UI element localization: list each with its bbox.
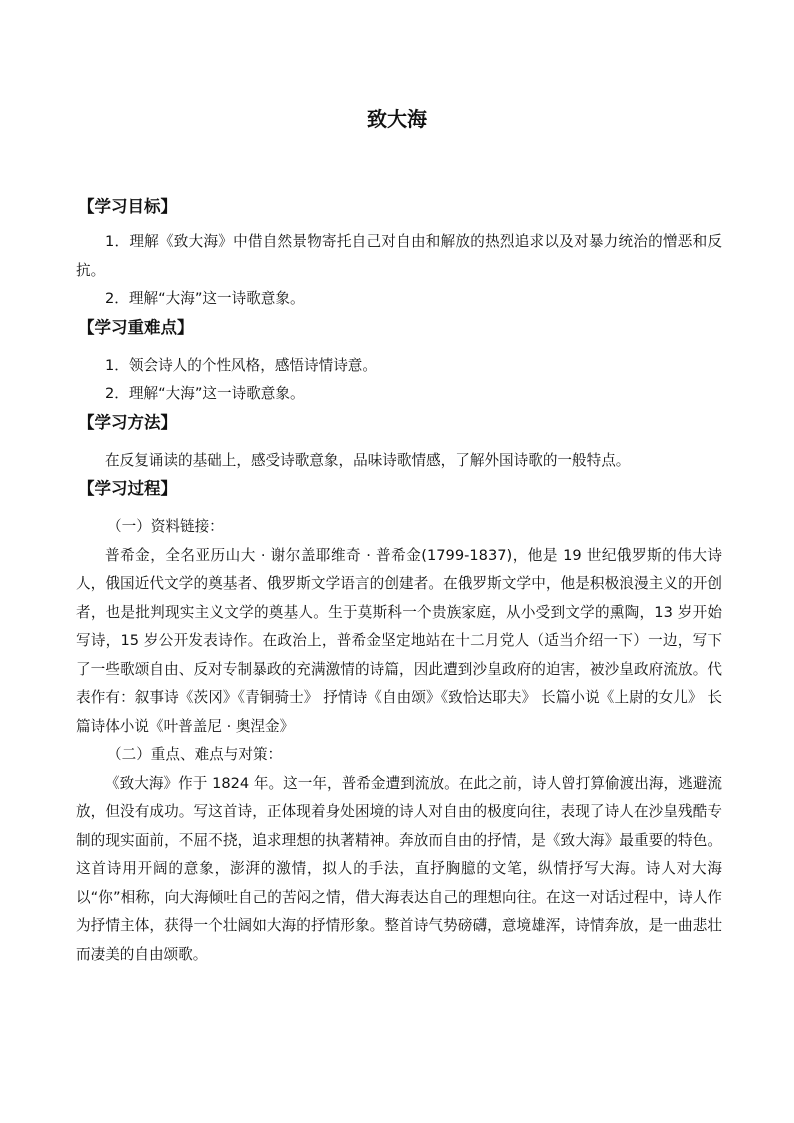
key-point-item-2: 2．理解“大海”这一诗歌意象。	[105, 385, 305, 402]
section-heading-key-points: 【学习重难点】	[78, 317, 194, 337]
goal-item-2: 2．理解“大海”这一诗歌意象。	[105, 290, 305, 307]
document-title: 致大海	[367, 107, 427, 131]
process-part1-label: （一）资料链接：	[107, 518, 224, 535]
section-heading-method: 【学习方法】	[78, 412, 177, 432]
method-text: 在反复诵读的基础上，感受诗歌意象，品味诗歌情感，了解外国诗歌的一般特点。	[105, 451, 631, 469]
process-part2-text: 《致大海》作于 1824 年。这一年，普希金遭到流放。在此之前，诗人曾打算偷渡出海，逃避流放，但没有成功。写这首诗，正体现着身处困境的诗人对自由的极度向往，表现了诗人在沙皇残酷专制的现实面前，不屈不挠，追求理想的执著精神。奔放而自由的抒情，是《致大海》最重要的特色。这首诗用开阔的意象，澎湃的激情，拟人的手法，直抒胸臆的文笔，纵情抒写大海。诗人对大海以“你”相称，向大海倾吐自己的苦闷之情，借大海表达自己的理想向往。在这一对话过程中，诗人作为抒情主体，获得一个壮阔如大海的抒情形象。整首诗气势磅礴，意境雄浑，诗情奔放，是一曲悲壮而凄美的自由颂歌。	[76, 774, 722, 963]
process-part2-label: （二）重点、难点与对策：	[107, 746, 283, 763]
goal-item-1: 1．理解《致大海》中借自然景物寄托自己对自由和解放的热烈追求以及对暴力统治的憎恶和反抗。	[76, 233, 722, 279]
section-heading-process: 【学习过程】	[78, 479, 177, 498]
section-heading-goals: 【学习目标】	[78, 197, 177, 216]
process-part1-text: 普希金，全名亚历山大 · 谢尔盖耶维奇 · 普希金(1799-1837)，他是 19 世纪俄罗斯的伟大诗人，俄国近代文学的奠基者、俄罗斯文学语言的创建者。在俄罗斯文学中，他是积极浪漫主义的开创者，也是批判现实主义文学的奠基人。生于莫斯科一个贵族家庭，从小受到文学的熏陶，13 岁开始写诗，15 岁公开发表诗作。在政治上，普希金坚定地站在十二月党人（适当介绍一下）一边，写下了一些歌颂自由、反对专制暴政的充满激情的诗篇，因此遭到沙皇政府的迫害，被沙皇政府流放。代表作有：叙事诗《茨冈》《青铜骑士》 抒情诗《自由颂》《致恰达耶夫》 长篇小说《上尉的女儿》 长篇诗体小说《叶普盖尼 · 奥涅金》	[76, 546, 722, 735]
document-body	[76, 193, 722, 969]
key-point-item-1: 1．领会诗人的个性风格，感悟诗情诗意。	[105, 356, 377, 374]
